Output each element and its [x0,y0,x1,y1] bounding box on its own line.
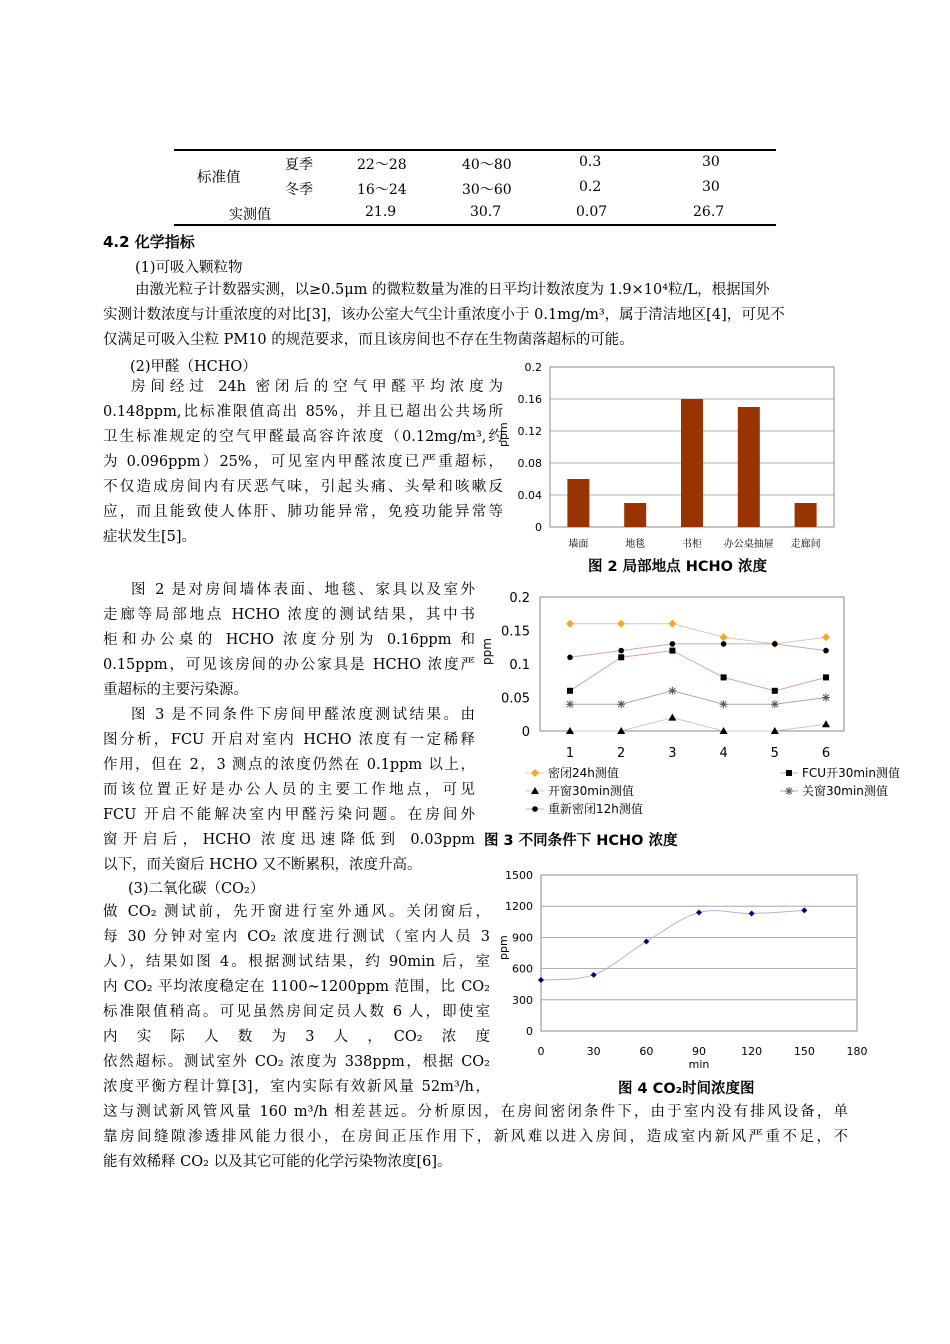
legend-label: 密闭24h测值 [548,766,619,780]
table-cell: 30 [702,179,720,195]
table-bottom-rule [174,224,776,226]
table-cell: 0.07 [576,204,608,220]
paragraph-line: FCU 开启不能解决室内甲醛污染问题。在房间外 [103,807,475,823]
paragraph-line: 实测计数浓度与计重浓度的对比[3]，该办公室大气尘计重浓度小于 0.1mg/m³，属于清洁地区[4]，可见不 [103,307,785,323]
fig2-paragraph [103,578,475,703]
fig3-caption: 图 3 不同条件下 HCHO 浓度 [484,833,678,849]
paragraph-line: 房间经过 24h 密闭后的空气甲醛平均浓度为 [131,379,503,395]
data-point [567,655,573,661]
paragraph-line: 以下，而关窗后 HCHO 又不断累积，浓度升高。 [103,857,422,873]
table-season: 夏季 [285,157,313,173]
paragraph-line: 这与测试新风管风量 160 m³/h 相差甚远。分析原因，在房间密闭条件下，由于室内没有排风设备，单 [103,1104,848,1120]
data-point [567,688,573,694]
paragraph-line: 仅满足可吸入尘粒 PM10 的规范要求，而且该房间也不存在生物菌落超标的可能。 [103,332,634,348]
data-point [531,769,539,777]
table-season: 冬季 [285,182,313,198]
table-cell: 16～24 [357,182,407,198]
x-tick-label: 走廊间 [790,539,821,550]
table-cell: 30 [702,154,720,170]
x-tick-label: 150 [793,1045,815,1058]
table-cell: 30～60 [462,182,512,198]
paragraph-line: 而该位置正好是办公人员的主要工作地点，可见 [103,782,475,798]
y-tick-label: 0.15 [501,624,530,640]
paragraph-line: 作用，但在 2，3 测点的浓度仍然在 0.1ppm 以上， [103,757,475,773]
data-point [785,787,793,795]
paragraph-line: 应，而且能致使人体肝、肺功能异常，免疫功能异常等 [103,504,503,520]
paragraph-line: 图 2 是对房间墙体表面、地毯、家具以及室外 [131,582,475,598]
subsection-title: (2)甲醛（HCHO） [130,359,257,375]
table-top-rule [174,149,776,151]
bar [738,407,760,527]
paragraph-line: 走廊等局部地点 HCHO 浓度的测试结果，其中书 [103,607,475,623]
paragraph-line: 0.15ppm，可见该房间的办公家具是 HCHO 浓度严 [103,657,475,673]
table-cell: 21.9 [365,204,397,220]
x-tick-label: 60 [639,1045,654,1058]
paragraph-line: 内 CO₂ 平均浓度稳定在 1100~1200ppm 范围，比 CO₂ [103,979,490,995]
data-point [772,641,778,647]
paragraph-line: 0.148ppm,比标准限值高出 85%，并且已超出公共场所 [103,404,503,420]
table-cell: 0.3 [579,154,602,170]
co2-conclusion [103,1100,848,1175]
y-tick-label: 0.1 [509,658,530,673]
y-tick-label: 0 [521,725,530,740]
paragraph-line: 依然超标。测试室外 CO₂ 浓度为 338ppm，根据 CO₂ [103,1054,490,1070]
paragraph-line: 症状发生[5]。 [103,529,197,545]
y-tick-label: 900 [512,931,533,945]
x-tick-label: 办公桌抽屉 [723,539,774,550]
subsection-title: (3)二氧化碳（CO₂） [128,881,265,897]
fig4-ylabel: ppm [497,935,510,960]
paragraph-line: 做 CO₂ 测试前，先开窗进行室外通风。关闭窗后， [103,904,490,920]
fig4-chart [495,865,875,1075]
x-tick-label: 墙面 [568,539,589,550]
data-point [822,694,830,702]
data-point [618,648,624,654]
x-tick-label: 120 [741,1045,763,1058]
bar [624,503,646,527]
fig3-ylabel: ppm [480,638,494,665]
paragraph-line: 卫生标准规定的空气甲醛最高容许浓度（0.12mg/m³,约 [103,429,503,445]
fig3-paragraph [103,703,475,878]
data-point [721,674,727,680]
paragraph-line: 图分析，FCU 开启对室内 HCHO 浓度有一定稀释 [103,732,475,748]
data-point [771,700,779,708]
table-cell: 22～28 [357,157,407,173]
legend-label: 开窗30min测值 [548,784,634,798]
legend-label: FCU开30min测值 [802,766,900,780]
x-tick-label: 30 [586,1045,601,1058]
y-tick-label: 0.12 [517,425,542,438]
co2-paragraph [103,900,490,1100]
x-tick-label: 书柜 [682,539,702,550]
data-point [670,641,676,647]
fig4-caption: 图 4 CO₂时间浓度图 [618,1081,755,1097]
fig3-chart [478,585,900,825]
data-point [566,700,574,708]
data-point [772,688,778,694]
table-label-measured: 实测值 [229,207,271,223]
data-point [823,648,829,654]
plot-frame [540,597,844,731]
y-tick-label: 1500 [505,869,533,882]
y-tick-label: 300 [512,993,533,1007]
paragraph-line: 窗开启后，HCHO 浓度迅速降低到 0.03ppm [103,832,475,848]
section-title: 4.2 化学指标 [103,233,195,251]
y-tick-label: 0.08 [517,457,542,470]
table-label-standard: 标准值 [197,170,241,186]
paragraph-line: 不仅造成房间内有厌恶气味，引起头痛、头晕和咳嗽反 [103,479,503,495]
bar [681,399,703,527]
x-tick-label: 4 [719,746,728,761]
paragraph-line: 重超标的主要污染源。 [103,682,248,698]
data-point [668,687,676,695]
paragraph-line: 能有效稀释 CO₂ 以及其它可能的化学污染物浓度[6]。 [103,1154,452,1170]
x-tick-label: 1 [565,746,575,761]
y-tick-label: 1200 [505,900,533,914]
paragraph-line: 内 实 际 人 数 为 3 人 ， CO₂ 浓 度 [103,1029,490,1045]
data-point [823,674,829,680]
y-tick-label: 0 [526,1025,533,1038]
y-tick-label: 600 [512,962,533,976]
y-tick-label: 0 [535,521,542,534]
paragraph-line: 靠房间缝隙渗透排风能力很小，在房间正压作用下，新风难以进入房间，造成室内新风严重不足，不 [103,1129,848,1145]
paragraph-line: 每 30 分钟对室内 CO₂ 浓度进行测试（室内人员 3 [103,929,490,945]
data-point [669,648,675,654]
paragraph-line: 图 3 是不同条件下房间甲醛浓度测试结果。由 [131,707,475,723]
x-tick-label: 2 [617,746,626,761]
table-cell: 0.2 [579,179,602,195]
paragraph-line: 人），结果如图 4。根据测试结果，约 90min 后，室 [103,954,490,970]
legend-label: 关窗30min测值 [802,784,888,798]
x-tick-label: 3 [668,746,677,761]
x-tick-label: 6 [821,746,831,761]
table-cell: 40～80 [462,157,512,173]
x-tick-label: 180 [846,1045,868,1058]
subsection-title: (1)可吸入颗粒物 [135,260,243,276]
y-tick-label: 0.05 [501,691,530,707]
data-point [786,770,792,776]
y-tick-label: 0.04 [517,489,542,502]
legend-label: 重新密闭12h测值 [548,802,643,816]
fig2-chart [495,355,845,555]
fig2-ylabel: ppm [497,422,510,447]
paragraph-line: 由激光粒子计数器实测，以≥0.5μm 的微粒数量为准的日平均计数浓度为 1.9×10⁴粒/L，根据国外 [135,282,770,298]
plot-frame [541,875,857,1031]
paragraph-line: 为 0.096ppm）25%，可见室内甲醛浓度已严重超标， [103,454,503,470]
bar [567,479,589,527]
table-cell: 26.7 [693,204,725,220]
table-cell: 30.7 [470,204,502,220]
paragraph-line: 柜和办公桌的 HCHO 浓度分别为 0.16ppm 和 [103,632,475,648]
paragraph-line: 浓度平衡方程计算[3]，室内实际有效新风量 52m³/h， [103,1079,490,1095]
bar [795,503,817,527]
hcho-paragraph [103,375,503,550]
x-tick-label: 0 [537,1045,545,1058]
x-tick-label: 地毯 [625,539,646,550]
x-tick-label: 5 [770,746,779,761]
data-point [721,641,727,647]
paragraph-line: 标准限值稍高。可见虽然房间定员人数 6 人，即使室 [103,1004,490,1020]
y-tick-label: 0.16 [517,393,542,406]
data-point [618,654,624,660]
fig2-caption: 图 2 局部地点 HCHO 浓度 [588,559,768,575]
y-tick-label: 0.2 [524,361,542,374]
data-point [720,700,728,708]
x-tick-label: 90 [692,1045,706,1058]
data-point [617,700,625,708]
data-point [532,806,538,812]
y-tick-label: 0.2 [509,591,530,606]
fig4-xlabel: min [688,1058,710,1071]
